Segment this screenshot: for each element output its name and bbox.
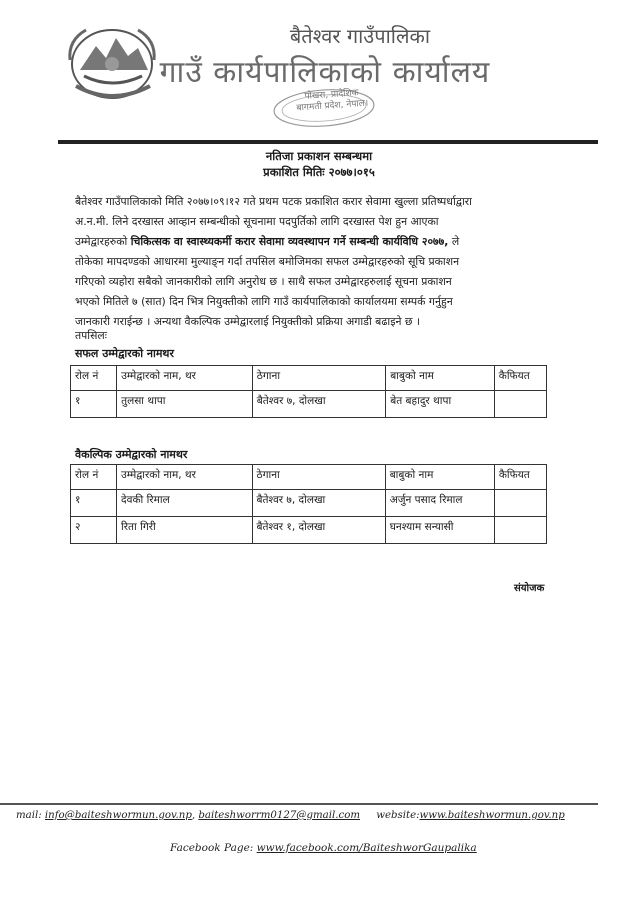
header-roll: रोल नं [71,465,117,490]
website-link[interactable]: www.baiteshwormun.gov.np [419,810,565,821]
cell-father: बेत बहादुर थापा [386,391,495,418]
published-date: प्रकाशित मितिः २०७७।०१५ [263,165,375,179]
successful-candidates-table [70,365,547,418]
facebook-link[interactable]: www.facebook.com/BaiteshworGaupalika [256,842,477,854]
cell-remarks [494,517,546,544]
header-name: उम्मेद्वारको नाम, थर [117,366,253,391]
municipality-name: बैतेश्वर गाउँपालिका [289,24,431,48]
signatory-title: संयोजक [514,583,545,594]
footer-contact: mail: info@baiteshwormun.gov.np, baiteshworrm0127@gmail.com website:www.baiteshwormun.gov.np [16,810,565,821]
cell-name: देवकी रिमाल [117,490,252,517]
cell-roll: १ [71,490,117,517]
header-name: उम्मेद्वारको नाम, थर [117,465,252,490]
header-remarks: कैफियत [494,366,546,391]
office-name: गाउँ कार्यपालिकाको कार्यालय [159,55,491,90]
header-divider [58,140,598,144]
table-row [71,517,547,544]
cell-name: तुलसा थापा [117,391,253,418]
header-father: बाबुको नाम [386,366,495,391]
header-father: बाबुको नाम [385,465,494,490]
header-address: ठेगाना [252,366,385,391]
header-remarks: कैफियत [494,465,546,490]
footer-facebook: Facebook Page: www.facebook.com/BaiteshworGaupalika [170,842,477,854]
cell-address: बैतेश्वर १, दोलखा [252,517,385,544]
cell-address: बैतेश्वर ७, दोलखा [252,490,385,517]
alternate-candidates-title: वैकल्पिक उम्मेद्वारको नामथर [75,448,188,461]
details-label: तपसिलः [75,329,107,342]
table-row [71,391,547,418]
table-header-row [71,366,547,391]
footer-divider [0,803,598,805]
email-link-gmail[interactable]: baiteshworrm0127@gmail.com [198,810,361,821]
cell-roll: १ [71,391,117,418]
cell-remarks [494,391,546,418]
procedure-title: चिकित्सक वा स्वास्थ्यकर्मी करार सेवामा व्यवस्थापन गर्ने सम्बन्धी कार्यविधि २०७७, [130,235,449,248]
cell-father: घनश्याम सन्यासी [385,517,494,544]
successful-candidates-title: सफल उम्मेद्वारको नामथर [75,347,174,360]
cell-address: बैतेश्वर ७, दोलखा [252,391,385,418]
header-address: ठेगाना [252,465,385,490]
nepal-government-emblem-icon [66,20,158,106]
header-roll: रोल नं [71,366,117,391]
notice-subject: नतिजा प्रकाशन सम्बन्धमा [265,149,373,163]
stamp-text: पोखरा, प्रादेशिक बागमती प्रदेश, नेपाल। [296,88,369,114]
cell-roll: २ [71,517,117,544]
table-header-row [71,465,547,490]
cell-father: अर्जुन पसाद रिमाल [385,490,494,517]
alternate-candidates-table [70,464,547,544]
table-row [71,490,547,517]
cell-remarks [494,490,546,517]
cell-name: रिता गिरी [117,517,252,544]
email-link-info[interactable]: info@baiteshwormun.gov.np [44,810,192,821]
notice-body: बैतेश्वर गाउँपालिकाको मिति २०७७।०९।१२ गते प्रथम पटक प्रकाशित करार सेवामा खुल्ला प्रतिष्पर्धाद्वारा अ.न.मी. लिने दरखास्त आव्हान सम्बन्धीको सूचनामा पदपुर्तिको लागि दरखास्त पेश हुन आएका उम्मेद्वारहरुको चिकित्सक वा स्वास्थ्यकर्मी करार सेवामा व्यवस्थापन गर्ने सम्बन्धी कार्यविधि २०७७, ले तोकेका मापदण्डको आधारमा मुल्याङ्न गर्दा तपसिल बमोजिमका सफल उम्मेद्वारहरुको सूचि प्रकाशन गरिएको व्यहोरा सबैको जानकारीको लागि अनुरोध छ । साथै सफल उम्मेद्वारहरुलाई सूचना प्रकाशन भएको मितिले ७ (सात) दिन भित्र नियुक्तीको लागि गाउँ कार्यपालिकाको कार्यालयमा सम्पर्क गर्नुहुन जानकारी गराईन्छ । अन्यथा वैकल्पिक उम्मेद्वारलाई नियुक्तीको प्रक्रिया अगाडी बढाइने छ । [75,195,472,328]
